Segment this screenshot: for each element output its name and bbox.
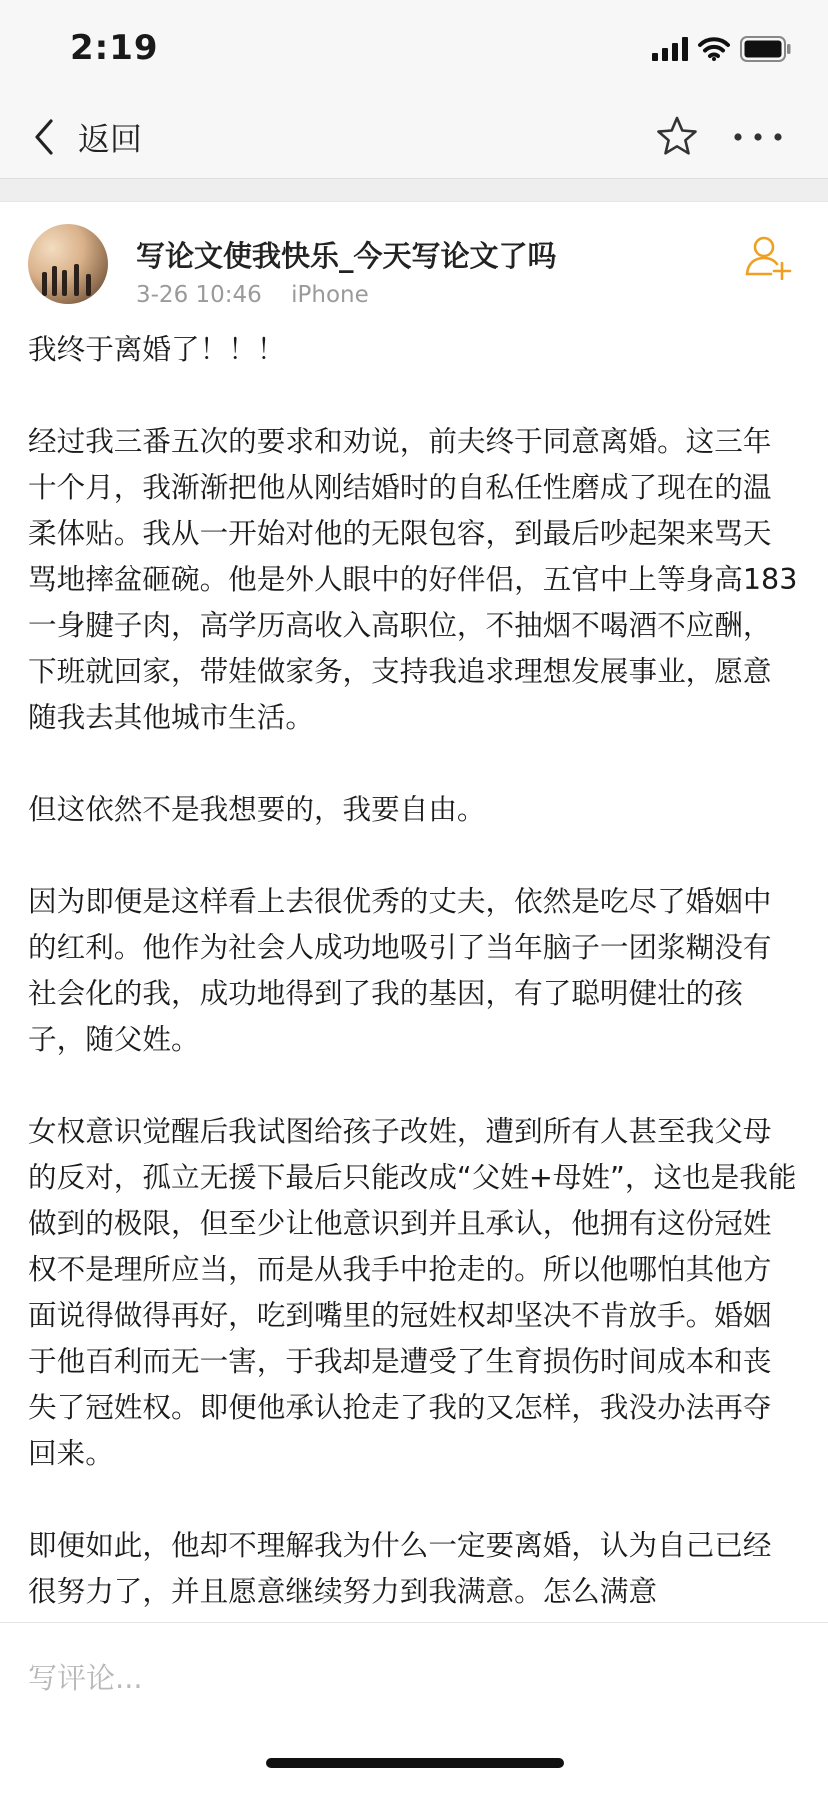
post-header <box>0 202 828 320</box>
post-source: iPhone <box>291 282 369 308</box>
back-button[interactable] <box>34 112 142 162</box>
post-paragraph: 但这依然不是我想要的，我要自由。 <box>28 792 486 826</box>
nav-bar <box>0 96 828 178</box>
home-indicator[interactable] <box>266 1758 564 1768</box>
battery-icon <box>740 36 792 62</box>
avatar-figure <box>42 272 47 296</box>
more-icon <box>730 114 786 160</box>
post-paragraph: 因为即便是这样看上去很优秀的丈夫，依然是吃尽了婚姻中的红利。他作为社会人成功地吸引了当年脑子一团浆糊没有社会化的我，成功地得到了我的基因，有了聪明健壮的孩子，随父姓。 <box>28 884 772 1056</box>
avatar-figure <box>62 270 67 296</box>
favorite-button[interactable] <box>654 114 700 160</box>
chevron-left-icon <box>34 119 54 155</box>
avatar[interactable] <box>28 224 108 304</box>
avatar-figure <box>74 264 79 296</box>
wifi-icon <box>698 37 730 61</box>
post-meta <box>136 282 391 308</box>
status-bar <box>0 0 828 96</box>
star-icon <box>654 114 700 160</box>
post-date: 3-26 10:46 <box>136 282 262 308</box>
post-paragraph: 即便如此，他却不理解我为什么一定要离婚，认为自己已经很努力了，并且愿意继续努力到我满意。怎么满意 <box>28 1528 772 1608</box>
status-icons <box>652 36 792 62</box>
signal-icon <box>652 37 688 61</box>
section-divider <box>0 178 828 202</box>
status-time: 2:19 <box>70 28 159 68</box>
follow-button[interactable] <box>744 234 796 280</box>
avatar-figure <box>52 266 57 296</box>
avatar-figure <box>86 274 91 296</box>
post-paragraph: 我终于离婚了！！！ <box>28 332 286 366</box>
back-label: 返回 <box>78 120 143 158</box>
more-button[interactable] <box>730 114 786 160</box>
add-user-icon <box>744 234 796 280</box>
comment-input[interactable] <box>28 1653 800 1703</box>
post-paragraph: 经过我三番五次的要求和劝说，前夫终于同意离婚。这三年十个月，我渐渐把他从刚结婚时的自私任性磨成了现在的温柔体贴。我从一开始对他的无限包容，到最后吵起架来骂天骂地摔盆砸碗。他是外人眼中的好伴侣，五官中上等身高183一身腱子肉，高学历高收入高职位，不抽烟不喝酒不应酬，下班就回家，带娃做家务，支持我追求理想发展事业，愿意随我去其他城市生活。 <box>28 424 798 734</box>
post-body <box>28 326 800 1660</box>
author-name[interactable]: 写论文使我快乐_今天写论文了吗 <box>136 239 557 273</box>
post-paragraph: 女权意识觉醒后我试图给孩子改姓，遭到所有人甚至我父母的反对，孤立无援下最后只能改成“父姓+母姓”，这也是我能做到的极限，但至少让他意识到并且承认，他拥有这份冠姓权不是理所应当，而是从我手中抢走的。所以他哪怕其他方面说得做得再好，吃到嘴里的冠姓权却坚决不肯放手。婚姻于他百利而无一害，于我却是遭受了生育损伤时间成本和丧失了冠姓权。即便他承认抢走了我的又怎样，我没办法再夺回来。 <box>28 1114 797 1470</box>
